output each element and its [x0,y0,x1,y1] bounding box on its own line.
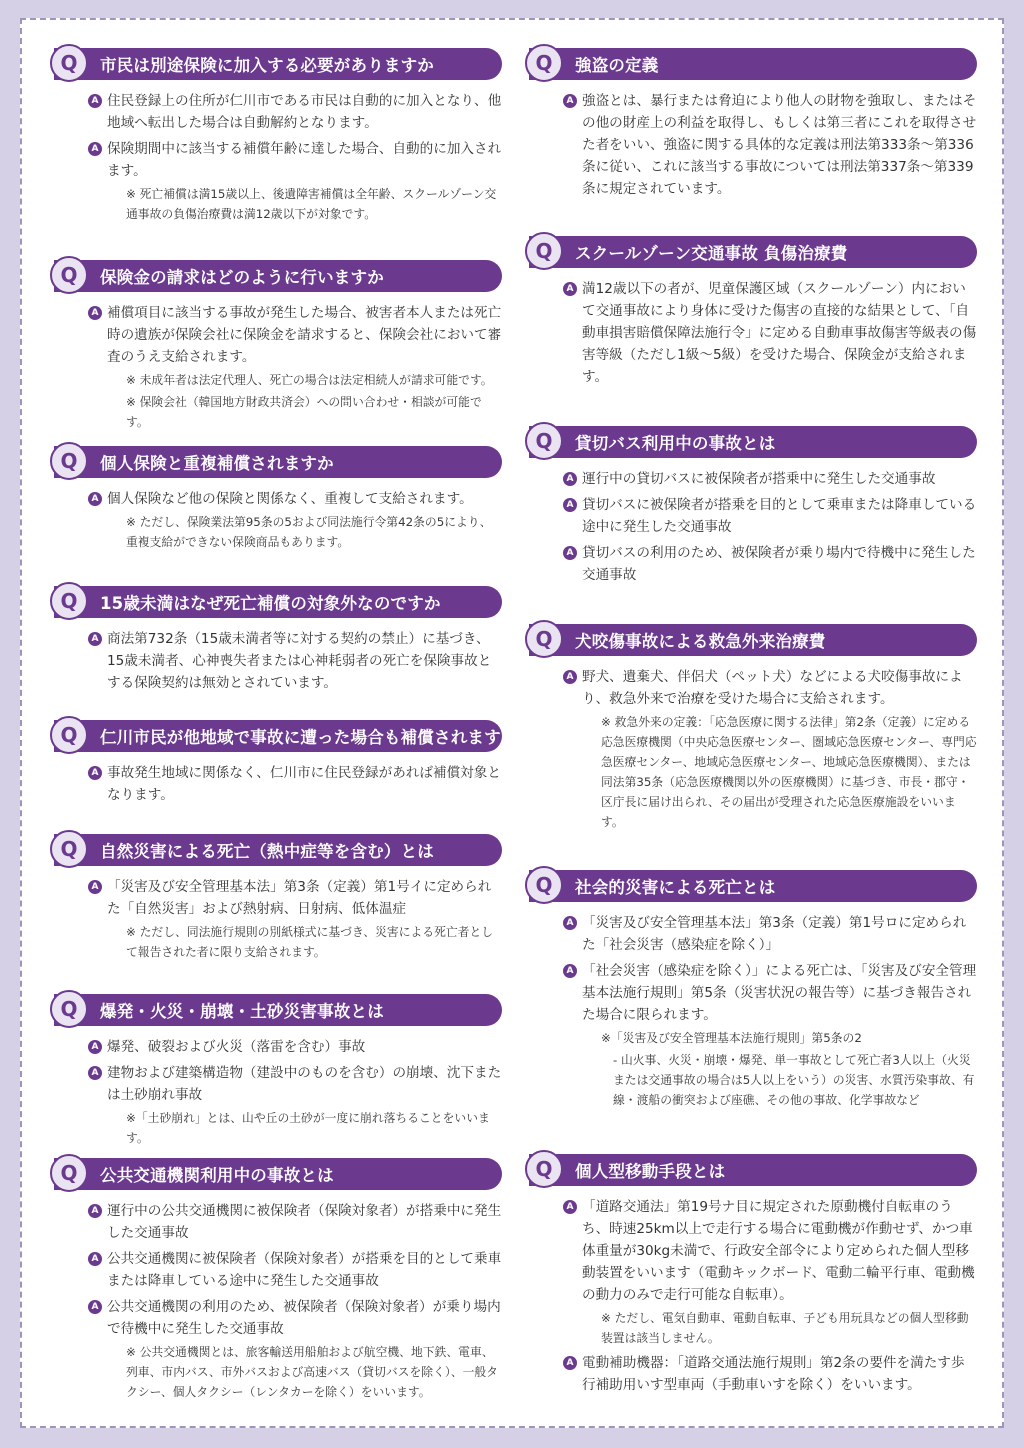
answer-text: 公共交通機関に被保険者（保険対象者）が搭乗を目的として乗車または降車している途中に発生した交通事故 [107,1251,502,1289]
answer-icon: A [563,670,577,684]
faq-section [527,48,977,204]
question-bar [529,48,977,80]
question-title: 社会的災害による死亡とは [575,878,776,897]
note: ※ 死亡補償は満15歳以上、後遺障害補償は全年齢、スクールゾーン交通事故の負傷治療費は満12歳以下が対象です。 [126,187,497,221]
answer-text: 「災害及び安全管理基本法」第3条（定義）第1号ロに定められた「社会災害（感染症を除く）」 [582,915,967,953]
answer-icon: A [88,1204,102,1218]
question-title: 自然災害による死亡（熱中症等を含む）とは [100,842,434,861]
answer-icon: A [563,94,577,108]
answer-list [527,90,977,200]
question-icon: Q [50,1154,88,1192]
answer-text: 補償項目に該当する事故が発生した場合、被害者本人または死亡時の遺族が保険会社に保険金を請求すると、保険会社において審査のうえ支給されます。 [107,305,502,365]
faq-section [52,260,502,436]
answer-list [527,666,977,832]
question-icon: Q [525,44,563,82]
answer-text: 強盗とは、暴行または脅迫により他人の財物を強取し、またはその他の財産上の利益を取得し、もしくは第三者にこれを取得させた者をいい、強盗に関する具体的な定義は刑法第333条〜第336条に従い、これに該当する事故については刑法第337条〜第339条に規定されています。 [582,93,977,197]
question-icon: Q [525,1150,563,1188]
answer-icon: A [563,472,577,486]
question-title: 市民は別途保険に加入する必要がありますか [100,56,434,75]
answer-icon: A [88,1300,102,1314]
question-icon: Q [50,442,88,480]
answer-item [88,1200,502,1244]
answer-item [563,960,977,1026]
note: ※ 公共交通機関とは、旅客輸送用船舶および航空機、地下鉄、電車、列車、市内バス、市外バスおよび高速バス（貸切バスを除く）、一般タクシー、個人タクシー（レンタカーを除く）をいいます。 [126,1345,498,1399]
answer-text: 運行中の公共交通機関に被保険者（保険対象者）が搭乗中に発生した交通事故 [107,1203,502,1241]
question-bar [529,236,977,268]
question-title: 個人保険と重複補償されますか [100,454,334,473]
answer-icon: A [88,1252,102,1266]
answer-item [88,90,502,134]
answer-icon: A [563,1200,577,1214]
answer-icon: A [563,282,577,296]
answer-list [52,1036,502,1148]
faq-section [52,446,502,556]
answer-text: 住民登録上の住所が仁川市である市民は自動的に加入となり、他地域へ転出した場合は自動解約となります。 [107,93,502,131]
note: ※ 救急外来の定義：「応急医療に関する法律」第2条（定義）に定める応急医療機関（中央応急医療センター、圏域応急医療センター、専門応急医療センター、地域応急医療センター、地域応急医療機関）、または同法第35条（応急医療機関以外の医療機関）に基づき、市長・郡守・区庁長に届け出られ、その届出が受理された応急医療施設をいいます。 [601,715,977,829]
answer-item [563,1196,977,1306]
answer-list [52,628,502,694]
question-icon: Q [50,582,88,620]
note: ※ ただし、電気自動車、電動自転車、子ども用玩具などの個人型移動装置は該当しません。 [601,1311,969,1345]
answer-item [563,1352,977,1396]
question-title: 保険金の請求はどのように行いますか [100,268,384,287]
answer-list [52,302,502,432]
question-title: 15歳未満はなぜ死亡補償の対象外なのですか [100,594,441,613]
question-title: 貸切バス利用中の事故とは [575,434,776,453]
question-title: スクールゾーン交通事故 負傷治療費 [575,244,848,263]
faq-page [20,18,1004,1428]
answer-text: 「災害及び安全管理基本法」第3条（定義）第1号イに定められた「自然災害」および熱射病、日射病、低体温症 [107,879,492,917]
answer-icon: A [88,1066,102,1080]
answer-text: 運行中の貸切バスに被保険者が搭乗中に発生した交通事故 [582,471,936,487]
answer-text: 「道路交通法」第19号ナ目に規定された原動機付自転車のうち、時速25km以上で走行する場合に電動機が作動せず、かつ車体重量が30kg未満で、行政安全部令により定められた個人型移動装置をいいます（電動キックボード、電動二輪平行車、電動機の動力のみで走行可能な自転車）。 [582,1199,975,1303]
answer-text: 「社会災害（感染症を除く）」による死亡は、「災害及び安全管理基本法施行規則」第5条（災害状況の報告等）に基づき報告された場合に限られます。 [582,963,977,1023]
faq-section [527,236,977,392]
question-title: 爆発・火災・崩壊・土砂災害事故とは [100,1002,384,1021]
answer-icon: A [88,1040,102,1054]
answer-icon: A [88,94,102,108]
question-icon: Q [525,232,563,270]
answer-icon: A [563,498,577,512]
question-title: 強盗の定義 [575,56,659,75]
answer-list [52,90,502,224]
answer-text: 保険期間中に該当する補償年齢に達した場合、自動的に加入されます。 [107,141,502,179]
faq-section [527,870,977,1114]
answer-icon: A [563,964,577,978]
answer-text: 貸切バスに被保険者が搭乗を目的として乗車または降車している途中に発生した交通事故 [582,497,977,535]
answer-icon: A [88,306,102,320]
answer-item [88,876,502,920]
answer-list [527,912,977,1110]
answer-item [563,468,977,490]
answer-list [52,1200,502,1402]
question-bar [529,426,977,458]
note: ※「災害及び安全管理基本法施行規則」第5条の2 [601,1031,862,1045]
question-icon: Q [525,422,563,460]
question-icon: Q [50,716,88,754]
answer-item [563,90,977,200]
answer-text: 電動補助機器：「道路交通法施行規則」第2条の要件を満たす歩行補助用いす型車両（手動車いすを除く）をいいます。 [582,1355,965,1393]
answer-icon: A [88,632,102,646]
question-icon: Q [50,44,88,82]
answer-icon: A [563,916,577,930]
question-title: 公共交通機関利用中の事故とは [100,1166,334,1185]
faq-section [52,1158,502,1406]
answer-item [88,302,502,368]
answer-item [88,488,502,510]
question-icon: Q [50,830,88,868]
answer-item [563,666,977,710]
note: ※「土砂崩れ」とは、山や丘の土砂が一度に崩れ落ちることをいいます。 [126,1111,490,1145]
question-bar [529,1154,977,1186]
answer-icon: A [88,880,102,894]
answer-icon: A [563,1356,577,1370]
answer-item [88,1296,502,1340]
faq-section [52,586,502,698]
faq-section [52,720,518,810]
answer-text: 建物および建築構造物（建設中のものを含む）の崩壊、沈下または土砂崩れ事故 [107,1065,502,1103]
answer-item [563,278,977,388]
answer-list [527,468,977,586]
question-icon: Q [50,990,88,1028]
answer-icon: A [563,546,577,560]
answer-list [52,876,502,962]
answer-text: 野犬、遺棄犬、伴侶犬（ペット犬）などによる犬咬傷事故により、救急外来で治療を受けた場合に支給されます。 [582,669,963,707]
answer-text: 爆発、破裂および火災（落雷を含む）事故 [107,1039,366,1055]
question-icon: Q [525,866,563,904]
answer-item [563,494,977,538]
answer-text: 商法第732条（15歳未満者等に対する契約の禁止）に基づき、15歳未満者、心神喪失者または心神耗弱者の死亡を保険事故とする保険契約は無効とされています。 [107,631,492,691]
sub-note: - 山火事、火災・崩壊・爆発、単一事故として死亡者3人以上（火災または交通事故の場合は5人以上をいう）の災害、水質汚染事故、有線・渡船の衝突および座礁、その他の事故、化学事故など [613,1053,975,1107]
question-title: 個人型移動手段とは [575,1162,726,1181]
question-icon: Q [525,620,563,658]
faq-section [527,426,977,590]
answer-item [88,628,502,694]
question-bar [54,1158,502,1190]
question-bar [54,48,502,80]
question-title: 仁川市民が他地域で事故に遭った場合も補償されますか [100,728,518,747]
answer-text: 貸切バスの利用のため、被保険者が乗り場内で待機中に発生した交通事故 [582,545,976,583]
answer-icon: A [88,492,102,506]
faq-section [527,1154,977,1400]
answer-text: 公共交通機関の利用のため、被保険者（保険対象者）が乗り場内で待機中に発生した交通事故 [107,1299,501,1337]
answer-icon: A [88,766,102,780]
answer-item [563,542,977,586]
note: ※ ただし、同法施行規則の別紙様式に基づき、災害による死亡者として報告された者に限り支給されます。 [126,925,494,959]
question-bar [529,624,977,656]
answer-list [52,488,502,552]
faq-section [52,994,502,1152]
question-bar [529,870,977,902]
answer-list [527,1196,977,1396]
answer-item [88,762,502,806]
answer-list [527,278,977,388]
question-bar [54,834,502,866]
answer-list [52,762,502,806]
note: ※ 未成年者は法定代理人、死亡の場合は法定相続人が請求可能です。 [126,373,493,387]
question-bar [54,720,518,752]
note: ※ 保険会社（韓国地方財政共済会）への問い合わせ・相談が可能です。 [126,395,482,429]
question-title: 犬咬傷事故による救急外来治療費 [575,632,826,651]
note: ※ ただし、保険業法第95条の5および同法施行令第42条の5により、重複支給ができない保険商品もあります。 [126,515,492,549]
answer-item [88,1062,502,1106]
answer-item [88,1248,502,1292]
answer-item [563,912,977,956]
answer-text: 事故発生地域に関係なく、仁川市に住民登録があれば補償対象となります。 [107,765,501,803]
question-icon: Q [50,256,88,294]
faq-section [52,834,502,966]
answer-text: 個人保険など他の保険と関係なく、重複して支給されます。 [107,491,473,507]
question-bar [54,446,502,478]
faq-section [52,48,502,228]
answer-icon: A [88,142,102,156]
answer-item [88,1036,502,1058]
question-bar [54,260,502,292]
answer-text: 満12歳以下の者が、児童保護区域（スクールゾーン）内において交通事故により身体に受けた傷害の直接的な結果として、「自動車損害賠償保障法施行令」に定める自動車事故傷害等級表の傷害等級（ただし1級〜5級）を受けた場合、保険金が支給されます。 [582,281,977,385]
answer-item [88,138,502,182]
question-bar [54,994,502,1026]
question-bar [54,586,502,618]
faq-section [527,624,977,836]
